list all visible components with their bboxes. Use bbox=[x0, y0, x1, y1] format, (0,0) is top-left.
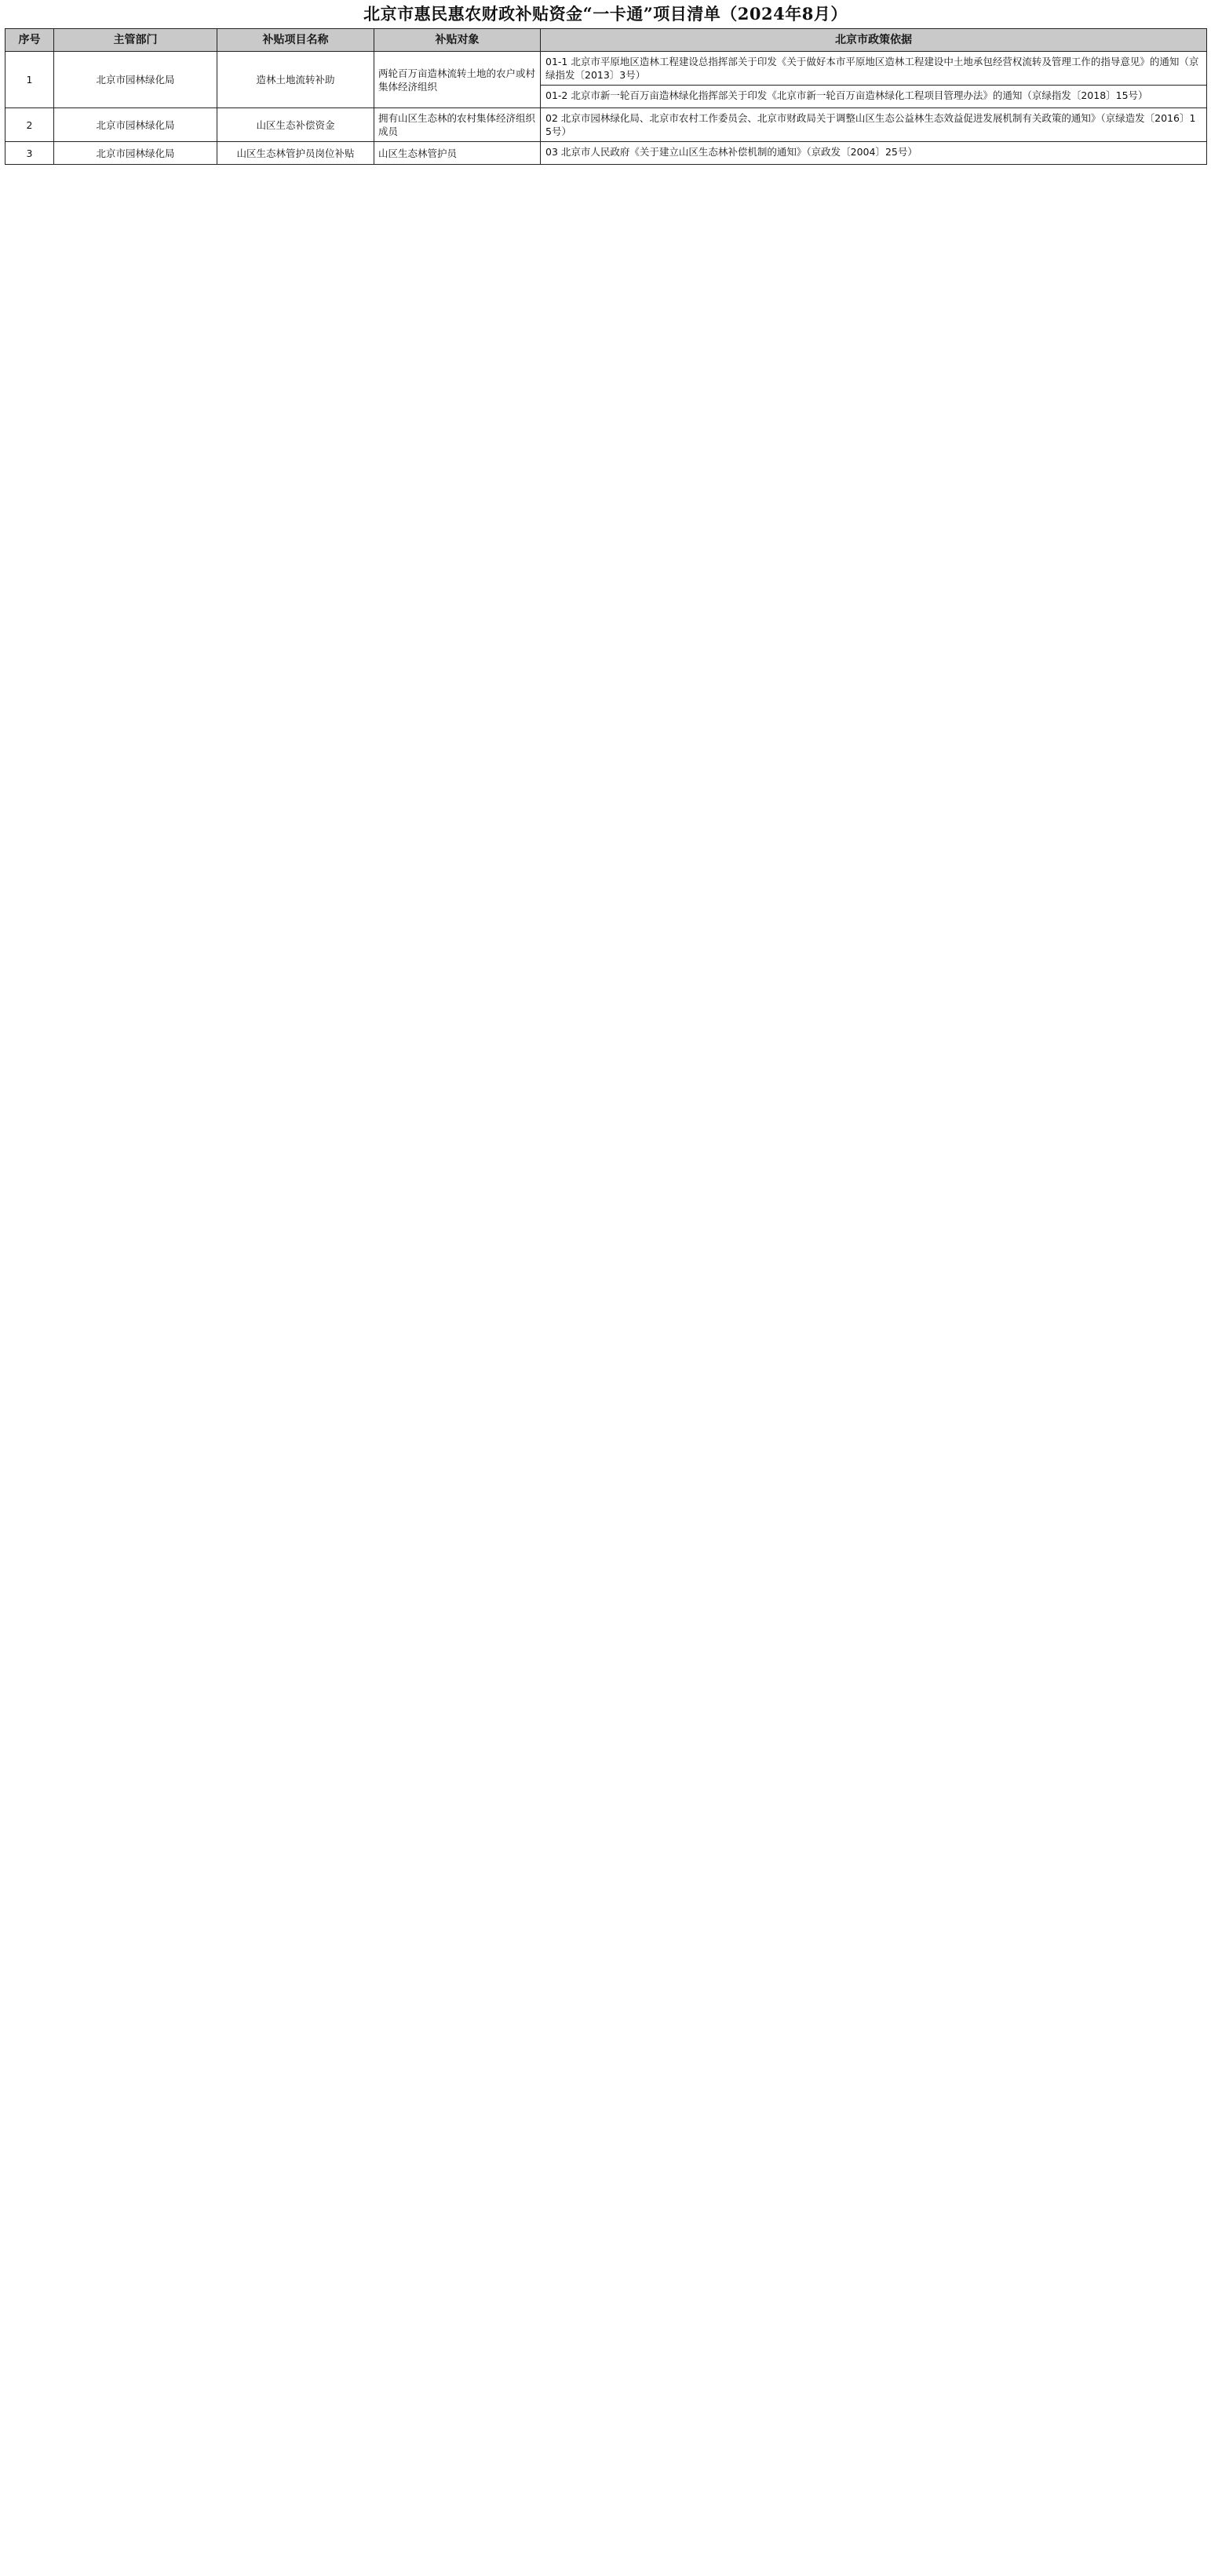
table-body bbox=[5, 52, 1207, 165]
header-policy: 北京市政策依据 bbox=[541, 29, 1207, 52]
table-row bbox=[5, 108, 1207, 142]
row-department: 北京市园林绿化局 bbox=[54, 142, 217, 165]
page bbox=[0, 3, 1211, 165]
policy-item: 01-2 北京市新一轮百万亩造林绿化指挥部关于印发《北京市新一轮百万亩造林绿化工程项目管理办法》的通知（京绿指发〔2018〕15号） bbox=[541, 85, 1206, 107]
row-department: 北京市园林绿化局 bbox=[54, 52, 217, 108]
policy-item: 01-1 北京市平原地区造林工程建设总指挥部关于印发《关于做好本市平原地区造林工程建设中土地承包经营权流转及管理工作的指导意见》的通知（京绿指发〔2013〕3号） bbox=[545, 56, 1199, 81]
row-subsidy-target: 拥有山区生态林的农村集体经济组织成员 bbox=[374, 108, 541, 142]
header-name: 补贴项目名称 bbox=[217, 29, 374, 52]
row-policy-basis bbox=[541, 108, 1207, 142]
row-number: 1 bbox=[5, 52, 54, 108]
table-row bbox=[5, 142, 1207, 165]
row-number: 2 bbox=[5, 108, 54, 142]
row-subsidy-target: 两轮百万亩造林流转土地的农户或村集体经济组织 bbox=[374, 52, 541, 108]
row-number: 3 bbox=[5, 142, 54, 165]
header-row bbox=[5, 29, 1207, 52]
row-subsidy-target: 山区生态林管护员 bbox=[374, 142, 541, 165]
subsidy-table bbox=[5, 28, 1207, 165]
row-project-name: 造林土地流转补助 bbox=[217, 52, 374, 108]
row-policy-basis bbox=[541, 52, 1207, 108]
policy-item: 02 北京市园林绿化局、北京市农村工作委员会、北京市财政局关于调整山区生态公益林生态效益促进发展机制有关政策的通知》（京绿造发〔2016〕15号） bbox=[545, 112, 1196, 137]
policy-list bbox=[541, 52, 1206, 107]
table-row bbox=[5, 52, 1207, 108]
header-target: 补贴对象 bbox=[374, 29, 541, 52]
document-title: 北京市惠民惠农财政补贴资金“一卡通”项目清单（2024年8月） bbox=[363, 4, 848, 24]
row-project-name: 山区生态林管护员岗位补贴 bbox=[217, 142, 374, 165]
row-department: 北京市园林绿化局 bbox=[54, 108, 217, 142]
row-project-name: 山区生态补偿资金 bbox=[217, 108, 374, 142]
header-no: 序号 bbox=[5, 29, 54, 52]
policy-item: 03 北京市人民政府《关于建立山区生态林补偿机制的通知》（京政发〔2004〕25号） bbox=[545, 146, 917, 158]
policy-list bbox=[541, 108, 1206, 141]
row-policy-basis bbox=[541, 142, 1207, 165]
policy-list bbox=[541, 142, 1206, 164]
header-dept: 主管部门 bbox=[54, 29, 217, 52]
